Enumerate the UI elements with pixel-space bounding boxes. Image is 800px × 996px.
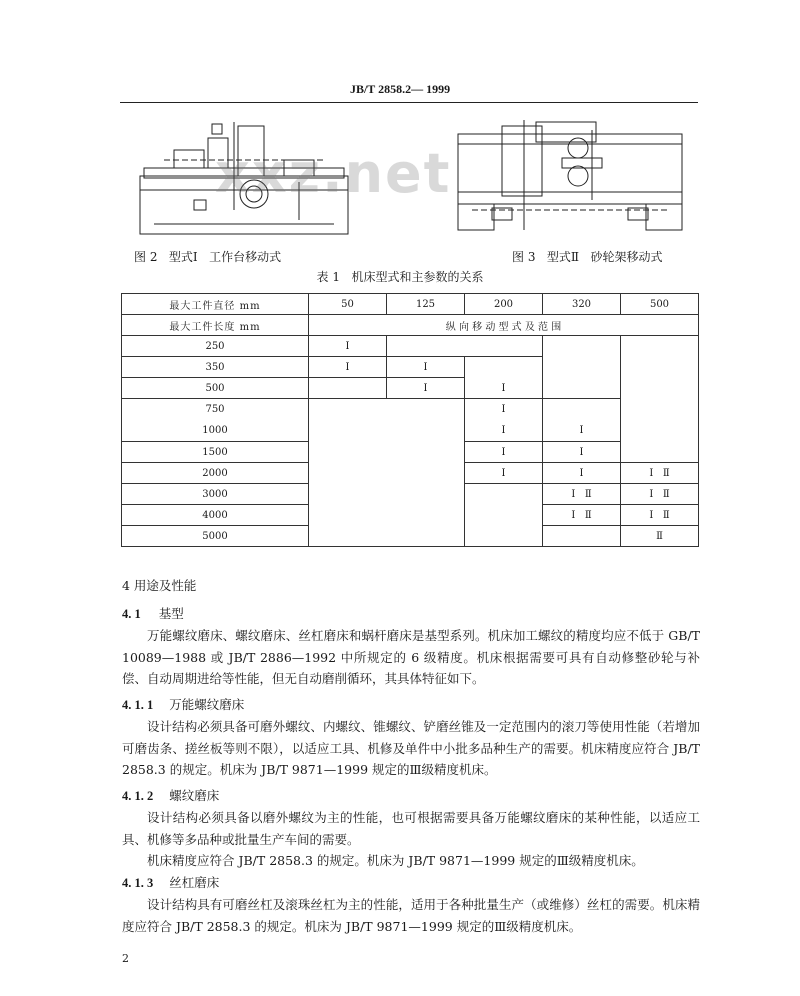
- cell: Ⅰ: [501, 404, 506, 415]
- cell: Ⅰ: [543, 442, 621, 463]
- section-number: 4. 1. 2: [122, 789, 154, 803]
- figure-3-caption: 图 3 型式Ⅱ 砂轮架移动式: [512, 250, 663, 264]
- table-row: [122, 294, 699, 315]
- cell-blank: [309, 378, 387, 399]
- length-1500: 1500: [122, 442, 309, 463]
- length-1000: 1000: [202, 425, 228, 436]
- cell: Ⅰ: [501, 425, 506, 436]
- cell: Ⅰ Ⅱ: [543, 484, 621, 505]
- section-number: 4. 1: [122, 607, 141, 621]
- table-row: [122, 315, 699, 336]
- cell: Ⅰ Ⅱ: [621, 505, 699, 526]
- cell: Ⅰ: [309, 336, 387, 357]
- cell: [387, 336, 543, 357]
- section-title: 螺纹磨床: [169, 788, 220, 803]
- cell-blank: [543, 336, 621, 399]
- cell: Ⅰ: [387, 357, 465, 378]
- section-number: 4. 1. 1: [122, 698, 154, 712]
- cell-blank: [309, 399, 465, 547]
- diameter-200: 200: [465, 294, 543, 315]
- table-1-title: 表 1 机床型式和主参数的关系: [316, 270, 484, 284]
- page-number: 2: [122, 952, 129, 965]
- section-4-1-2-paragraph-1: 设计结构必须具备以磨外螺纹为主的性能，也可根据需要具备万能螺纹磨床的某种性能，以适应工具、机修等多品种或批量生产车间的需要。: [122, 810, 700, 847]
- cell: Ⅰ: [465, 442, 543, 463]
- diameter-320: 320: [543, 294, 621, 315]
- table-row: [122, 336, 699, 357]
- header-diameter: 最大工件直径 mm: [122, 294, 309, 315]
- cell-blank: [543, 526, 621, 547]
- figure-2-caption: 图 2 型式Ⅰ 工作台移动式: [134, 250, 282, 264]
- section-number: 4. 1. 3: [122, 876, 154, 890]
- section-4-1-3-heading: [122, 873, 219, 891]
- diameter-50: 50: [309, 294, 387, 315]
- cell-blank: [621, 336, 699, 463]
- section-title: 万能螺纹磨床: [169, 697, 245, 712]
- section-4-1-3-paragraph: 设计结构具有可磨丝杠及滚珠丝杠为主的性能，适用于各种批量生产（或维修）丝杠的需要。机床精度应符合 JB/T 2858.3 的规定。机床为 JB/T 9871—1999 规定的Ⅲ级精度机床。: [122, 897, 700, 934]
- section-4-1-2-paragraph-2: 机床精度应符合 JB/T 2858.3 的规定。机床为 JB/T 9871—1999 规定的Ⅲ级精度机床。: [147, 853, 644, 868]
- length-4000: 4000: [122, 505, 309, 526]
- length-5000: 5000: [122, 526, 309, 547]
- section-4-heading: 4 用途及性能: [122, 578, 197, 593]
- length-750-1000: [122, 399, 309, 442]
- cell-blank: [465, 357, 543, 378]
- section-title: 丝杠磨床: [169, 875, 220, 890]
- cell: Ⅰ: [465, 378, 543, 399]
- left-base: [458, 204, 494, 230]
- cell: Ⅰ: [387, 378, 465, 399]
- spec-table: [121, 293, 699, 547]
- section-4-1-paragraph: 万能螺纹磨床、螺纹磨床、丝杠磨床和蜗杆磨床是基型系列。机床加工螺纹的精度均应不低于 GB/T 10089—1988 或 JB/T 2886—1992 中所规定的 6 级精度。机床根据需要可具有自动修整砂轮与补偿、自动周期进给等性能，但无自动磨削循环，其具体特征如下。: [122, 628, 700, 686]
- cell-750-1000: [465, 399, 543, 442]
- section-4-1-1-paragraph: 设计结构必须具备可磨外螺纹、内螺纹、锥螺纹、铲磨丝锥及一定范围内的滚刀等使用性能（若增加可磨齿条、搓丝板等则不限），以适应工具、机修及单件中小批多品种生产的需要。机床精度应符合 JB/T 2858.3 的规定。机床为 JB/T 9871—1999 规定的Ⅲ级精度机床。: [122, 719, 700, 777]
- cell: Ⅰ Ⅱ: [543, 505, 621, 526]
- cell: Ⅱ: [621, 526, 699, 547]
- section-4-1-heading: [122, 604, 184, 622]
- cell: Ⅰ: [543, 399, 621, 442]
- headstock: [174, 150, 204, 168]
- cell: Ⅰ: [465, 463, 543, 484]
- page-header-title: JB/T 2858.2— 1999: [349, 82, 451, 96]
- span-label: 纵 向 移 动 型 式 及 范 围: [309, 315, 699, 336]
- cell: Ⅰ: [309, 357, 387, 378]
- diameter-125: 125: [387, 294, 465, 315]
- cell: Ⅰ Ⅱ: [621, 463, 699, 484]
- length-250: 250: [122, 336, 309, 357]
- cell: Ⅰ Ⅱ: [621, 484, 699, 505]
- figure-3-drawing: [452, 120, 688, 238]
- cell-blank: [465, 484, 543, 547]
- watermark: xxz.net: [215, 142, 452, 205]
- length-750: 750: [205, 404, 225, 415]
- cell: Ⅰ: [543, 463, 621, 484]
- right-base: [646, 204, 682, 230]
- header-rule: [120, 102, 698, 103]
- length-350: 350: [122, 357, 309, 378]
- length-500: 500: [122, 378, 309, 399]
- header-length: 最大工件长度 mm: [122, 315, 309, 336]
- section-4-1-1-heading: [122, 695, 244, 713]
- length-3000: 3000: [122, 484, 309, 505]
- section-title: 基型: [158, 606, 184, 621]
- section-4-1-2-heading: [122, 786, 219, 804]
- length-2000: 2000: [122, 463, 309, 484]
- diameter-500: 500: [621, 294, 699, 315]
